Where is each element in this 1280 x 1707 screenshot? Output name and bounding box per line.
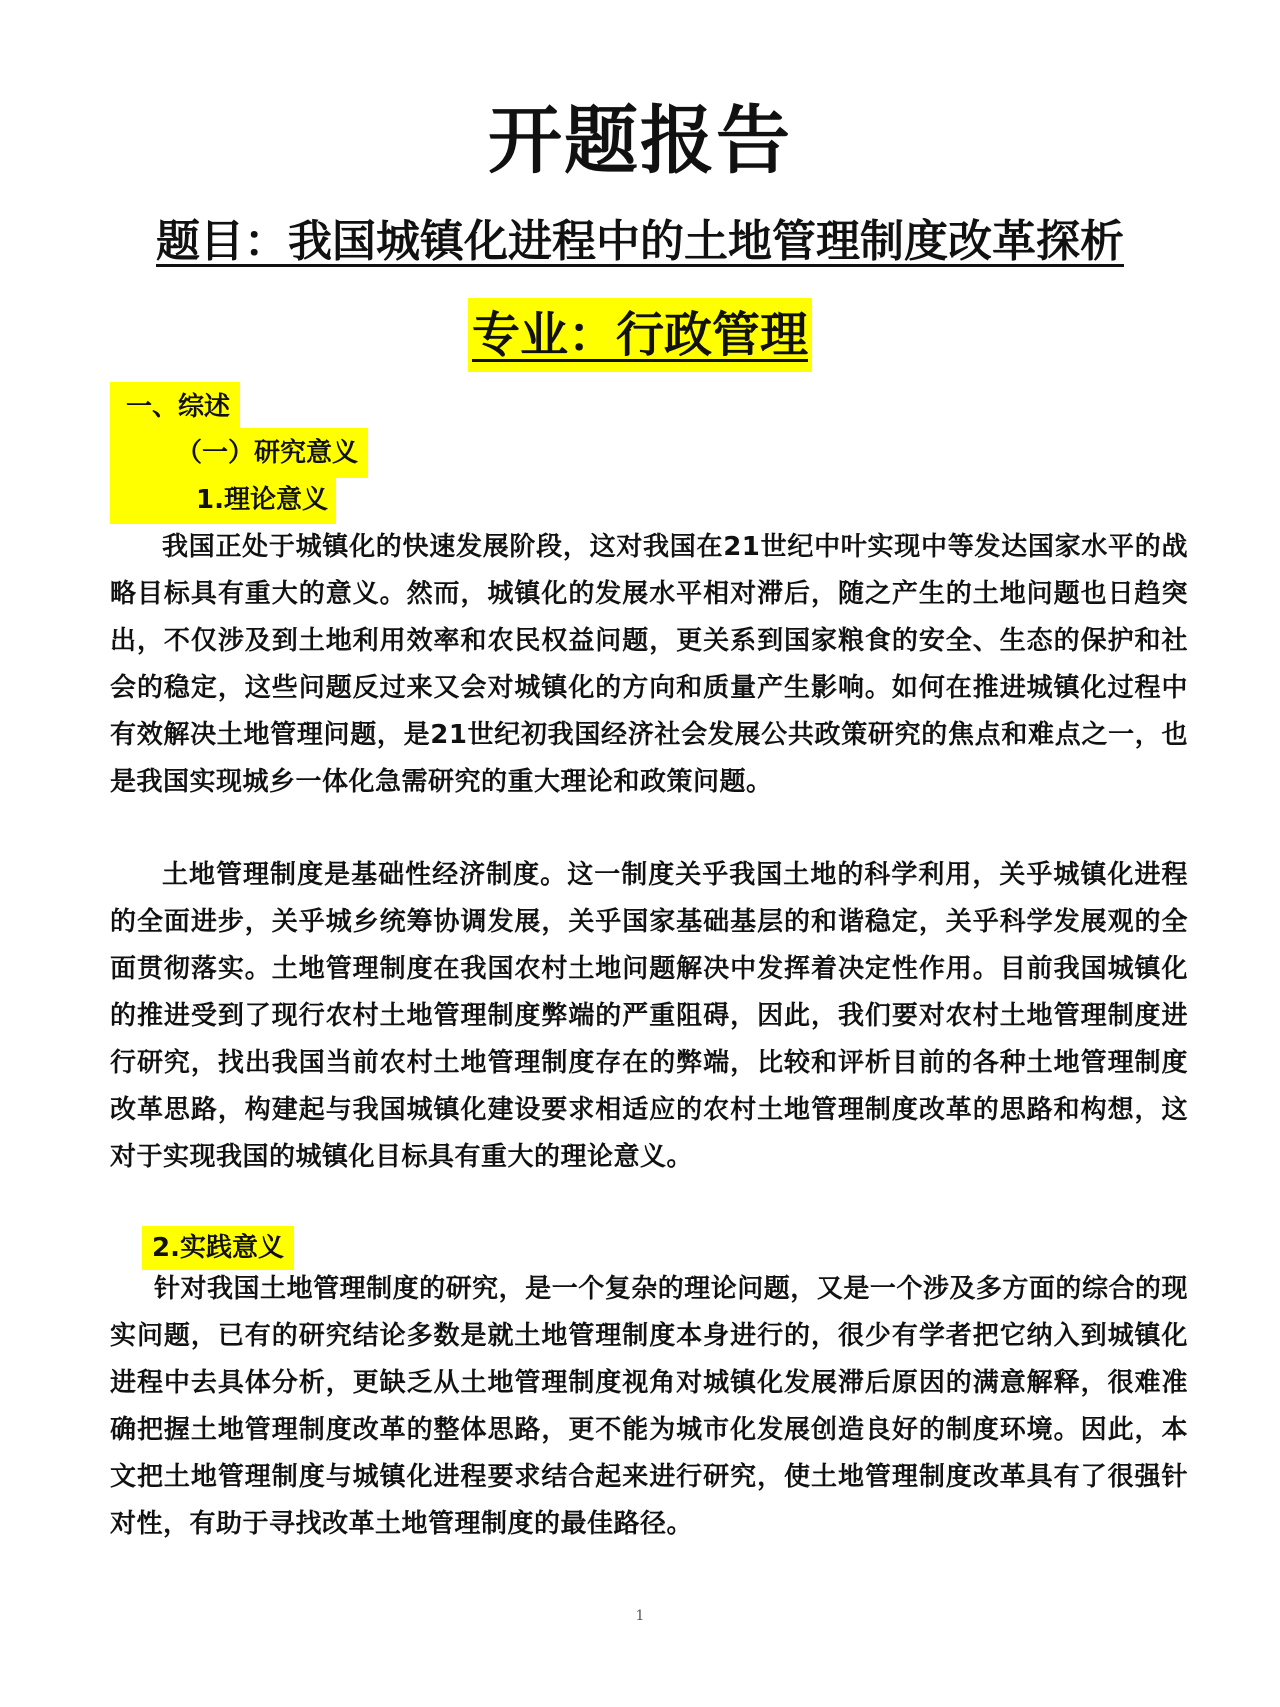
subheading-practical-significance: 2.实践意义 bbox=[142, 1226, 294, 1270]
topic-heading bbox=[0, 212, 1280, 272]
paragraph-practice-1: 针对我国土地管理制度的研究，是一个复杂的理论问题，又是一个涉及多方面的综合的现实问题，已有的研究结论多数是就土地管理制度本身进行的，很少有学者把它纳入到城镇化进程中去具体分析，更缺乏从土地管理制度视角对城镇化发展滞后原因的满意解释，很难准确把握土地管理制度改革的整体思路，更不能为城市化发展创造良好的制度环境。因此，本文把土地管理制度与城镇化进程要求结合起来进行研究，使土地管理制度改革具有了很强针对性，有助于寻找改革土地管理制度的最佳路径。 bbox=[110, 1274, 1188, 1539]
paragraph-theory-2: 土地管理制度是基础性经济制度。这一制度关乎我国土地的科学利用，关乎城镇化进程的全面进步，关乎城乡统筹协调发展，关乎国家基础基层的和谐稳定，关乎科学发展观的全面贯彻落实。土地管理制度在我国农村土地问题解决中发挥着决定性作用。目前我国城镇化的推进受到了现行农村土地管理制度弊端的严重阻碍，因此，我们要对农村土地管理制度进行研究，找出我国当前农村土地管理制度存在的弊端，比较和评析目前的各种土地管理制度改革思路，构建起与我国城镇化建设要求相适应的农村土地管理制度改革的思路和构想，这对于实现我国的城镇化目标具有重大的理论意义。 bbox=[110, 860, 1188, 1172]
page-number: 1 bbox=[635, 1608, 645, 1624]
subsection-heading-significance: （一）研究意义 bbox=[110, 428, 368, 478]
major-text: 专业：行政管理 bbox=[468, 298, 812, 372]
major-heading bbox=[0, 298, 1280, 372]
section-heading-overview: 一、综述 bbox=[110, 382, 240, 432]
document-title: 开题报告 bbox=[488, 98, 792, 184]
subheading-theoretical-significance: 1.理论意义 bbox=[110, 476, 336, 524]
paragraph-theory-1: 我国正处于城镇化的快速发展阶段，这对我国在21世纪中叶实现中等发达国家水平的战略目标具有重大的意义。然而，城镇化的发展水平相对滞后，随之产生的土地问题也日趋突出，不仅涉及到土地利用效率和农民权益问题，更关系到国家粮食的安全、生态的保护和社会的稳定，这些问题反过来又会对城镇化的方向和质量产生影响。如何在推进城镇化过程中有效解决土地管理问题，是21世纪初我国经济社会发展公共政策研究的焦点和难点之一，也是我国实现城乡一体化急需研究的重大理论和政策问题。 bbox=[110, 532, 1188, 797]
topic-text: 题目：我国城镇化进程中的土地管理制度改革探析 bbox=[156, 216, 1124, 267]
